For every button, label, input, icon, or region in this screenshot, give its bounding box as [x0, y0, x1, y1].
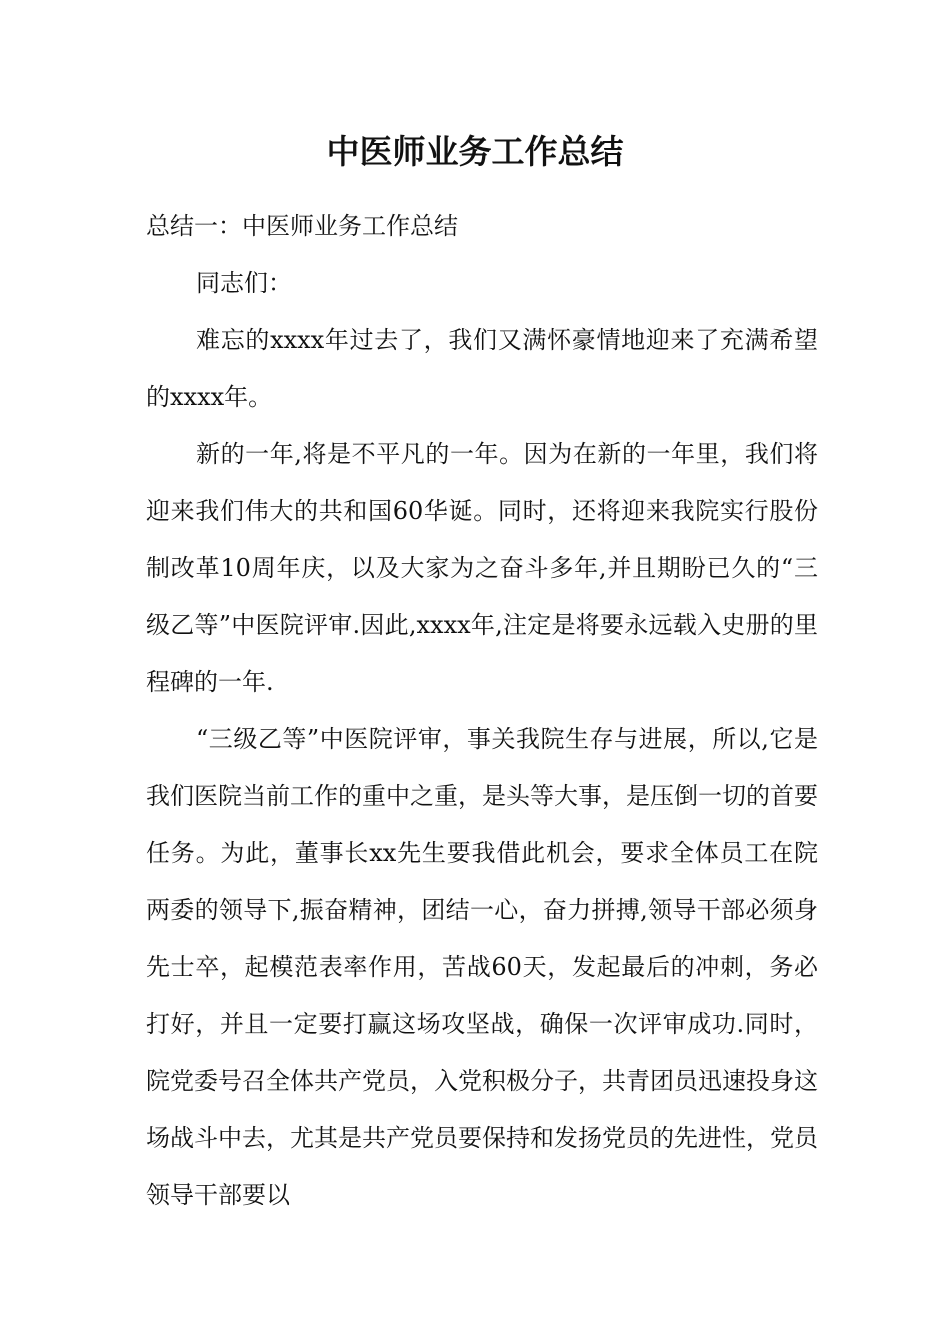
paragraph-2: 新的一年,将是不平凡的一年。因为在新的一年里，我们将迎来我们伟大的共和国60华诞。同时，还将迎来我院实行股份制改革10周年庆，以及大家为之奋斗多年,并且期盼已久的“三级乙等”中医院评审.因此,xxxx年,注定是将要永远载入史册的里程碑的一年. — [146, 440, 818, 696]
section-heading: 总结一：中医师业务工作总结 — [146, 212, 458, 240]
document-title: 中医师业务工作总结 — [326, 132, 624, 171]
salutation: 同志们： — [196, 269, 292, 297]
document-body — [146, 198, 818, 1224]
paragraph-3: “三级乙等”中医院评审，事关我院生存与进展，所以,它是我们医院当前工作的重中之重，是头等大事，是压倒一切的首要任务。为此，董事长xx先生要我借此机会，要求全体员工在院两委的领导下,振奋精神，团结一心，奋力拼搏,领导干部必须身先士卒，起模范表率作用，苦战60天，发起最后的冲刺，务必打好，并且一定要打赢这场攻坚战，确保一次评审成功.同时，院党委号召全体共产党员，入党积极分子，共青团员迅速投身这场战斗中去，尤其是共产党员要保持和发扬党员的先进性，党员领导干部要以 — [146, 725, 818, 1209]
paragraph-1: 难忘的xxxx年过去了，我们又满怀豪情地迎来了充满希望的xxxx年。 — [146, 326, 818, 411]
